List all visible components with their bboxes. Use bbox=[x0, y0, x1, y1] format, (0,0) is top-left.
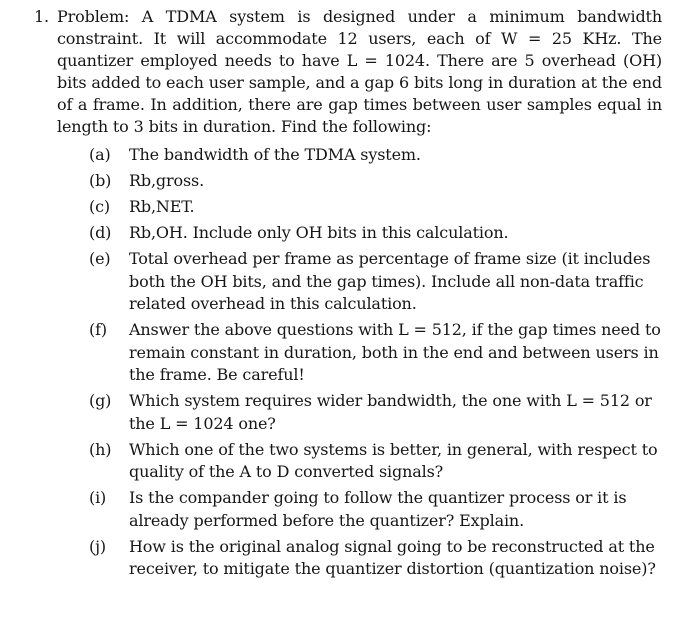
problem-number: 1. bbox=[34, 7, 49, 26]
part-d bbox=[89, 222, 662, 245]
part-h bbox=[89, 439, 662, 484]
part-label: (b) bbox=[89, 171, 112, 190]
part-text: Total overhead per frame as percentage of frame size (it includes both the OH bits, and the gap times). Include all non-data traffic related overhead in this calculation. bbox=[129, 249, 651, 313]
part-label: (f) bbox=[89, 320, 107, 339]
part-label: (i) bbox=[89, 488, 107, 507]
part-text: How is the original analog signal going to be reconstructed at the receiver, to mitigate the quantizer distortion (quantization noise)? bbox=[129, 536, 656, 578]
part-a bbox=[89, 144, 662, 167]
part-label: (g) bbox=[89, 391, 112, 410]
part-label: (d) bbox=[89, 223, 112, 242]
part-label: (a) bbox=[89, 145, 111, 164]
part-text: Rb,NET. bbox=[129, 197, 195, 216]
part-e bbox=[89, 248, 662, 316]
part-g bbox=[89, 390, 662, 435]
part-text: Which one of the two systems is better, in general, with respect to quality of the A to D converted signals? bbox=[129, 439, 658, 481]
problem-statement: Problem: A TDMA system is designed under a minimum bandwidth constraint. It will accommodate 12 users, each of W = 25 KHz. The quantizer employed needs to have L = 1024. There are 5 overhead (OH) bits added to each user sample, and a gap 6 bits long in duration at the end of a frame. In addition, there are gap times between user samples equal in length to 3 bits in duration. Find the following: bbox=[57, 7, 662, 136]
part-j bbox=[89, 536, 662, 581]
part-b bbox=[89, 170, 662, 193]
problem-block bbox=[34, 6, 662, 138]
part-text: Rb,OH. Include only OH bits in this calculation. bbox=[129, 223, 509, 242]
part-f bbox=[89, 319, 662, 387]
part-text: Which system requires wider bandwidth, the one with L = 512 or the L = 1024 one? bbox=[129, 391, 652, 433]
part-label: (j) bbox=[89, 536, 106, 556]
part-text: Answer the above questions with L = 512, if the gap times need to remain constant in duration, both in the end and between users in the frame. Be careful! bbox=[129, 320, 661, 384]
part-text: The bandwidth of the TDMA system. bbox=[129, 145, 421, 164]
part-label: (h) bbox=[89, 439, 112, 459]
part-i bbox=[89, 487, 662, 532]
part-text: Is the compander going to follow the quantizer process or it is already performed before the quantizer? Explain. bbox=[129, 488, 627, 530]
question-parts-list bbox=[34, 144, 662, 581]
part-c bbox=[89, 196, 662, 219]
part-label: (c) bbox=[89, 197, 110, 216]
part-text: Rb,gross. bbox=[129, 171, 205, 190]
part-label: (e) bbox=[89, 249, 111, 268]
